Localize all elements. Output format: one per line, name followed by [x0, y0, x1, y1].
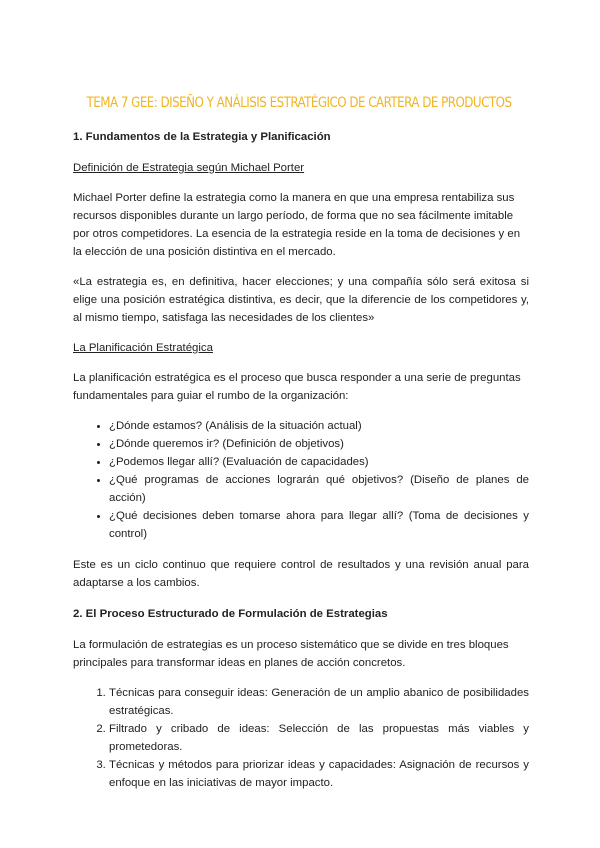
list-item: • ¿Dónde estamos? (Análisis de la situación actual) — [109, 417, 529, 435]
planning-paragraph: La planificación estratégica es el proceso que busca responder a una serie de preguntas fundamentales para guiar el rumbo de la organización: — [73, 372, 521, 402]
list-item: 1. Técnicas para conseguir ideas: Generación de un amplio abanico de posibilidades estratégicas. — [109, 684, 529, 720]
planning-subheading: La Planificación Estratégica — [73, 342, 213, 354]
list-item: 2. Filtrado y cribado de ideas: Selección de las propuestas más viables y prometedoras. — [109, 720, 529, 756]
list-item: • ¿Podemos llegar allí? (Evaluación de capacidades) — [109, 453, 529, 471]
porter-subheading: Definición de Estrategia según Michael Porter — [73, 162, 305, 174]
list-item: • ¿Dónde queremos ir? (Definición de objetivos) — [109, 435, 529, 453]
list-item: • ¿Qué programas de acciones lograrán qué objetivos? (Diseño de planes de acción) — [109, 471, 529, 507]
document-title: TEMA 7 GEE: DISEÑO Y ANÁLISIS ESTRATÉGICO DE CARTERA DE PRODUCTOS — [86, 95, 512, 111]
section-2-heading: 2. El Proceso Estructurado de Formulación de Estrategias — [73, 608, 388, 620]
porter-quote: «La estrategia es, en definitiva, hacer elecciones; y una compañía sólo será exitosa si elige una posición estratégica distintiva, es decir, que la diferencie de los competidores y, al mismo tiempo, satisfaga las necesidades de los clientes» — [73, 276, 529, 324]
planning-questions-list — [73, 417, 529, 543]
formulation-paragraph: La formulación de estrategias es un proceso sistemático que se divide en tres bloques principales para transformar ideas en planes de acción concretos. — [73, 639, 509, 669]
list-item: • ¿Qué decisiones deben tomarse ahora para llegar allí? (Toma de decisiones y control) — [109, 507, 529, 543]
porter-paragraph: Michael Porter define la estrategia como la manera en que una empresa rentabiliza sus recursos disponibles durante un largo período, de forma que no sea fácilmente imitable por otros competidores. La esencia de la estrategia reside en la toma de decisiones y en la elección de una posición distintiva en el mercado. — [73, 192, 521, 258]
formulation-steps-list — [73, 684, 529, 792]
list-item: 3. Técnicas y métodos para priorizar ideas y capacidades: Asignación de recursos y enfoque en las iniciativas de mayor impacto. — [109, 756, 529, 792]
section-1-heading: 1. Fundamentos de la Estrategia y Planificación — [73, 131, 331, 143]
cycle-paragraph: Este es un ciclo continuo que requiere control de resultados y una revisión anual para adaptarse a los cambios. — [73, 559, 529, 589]
